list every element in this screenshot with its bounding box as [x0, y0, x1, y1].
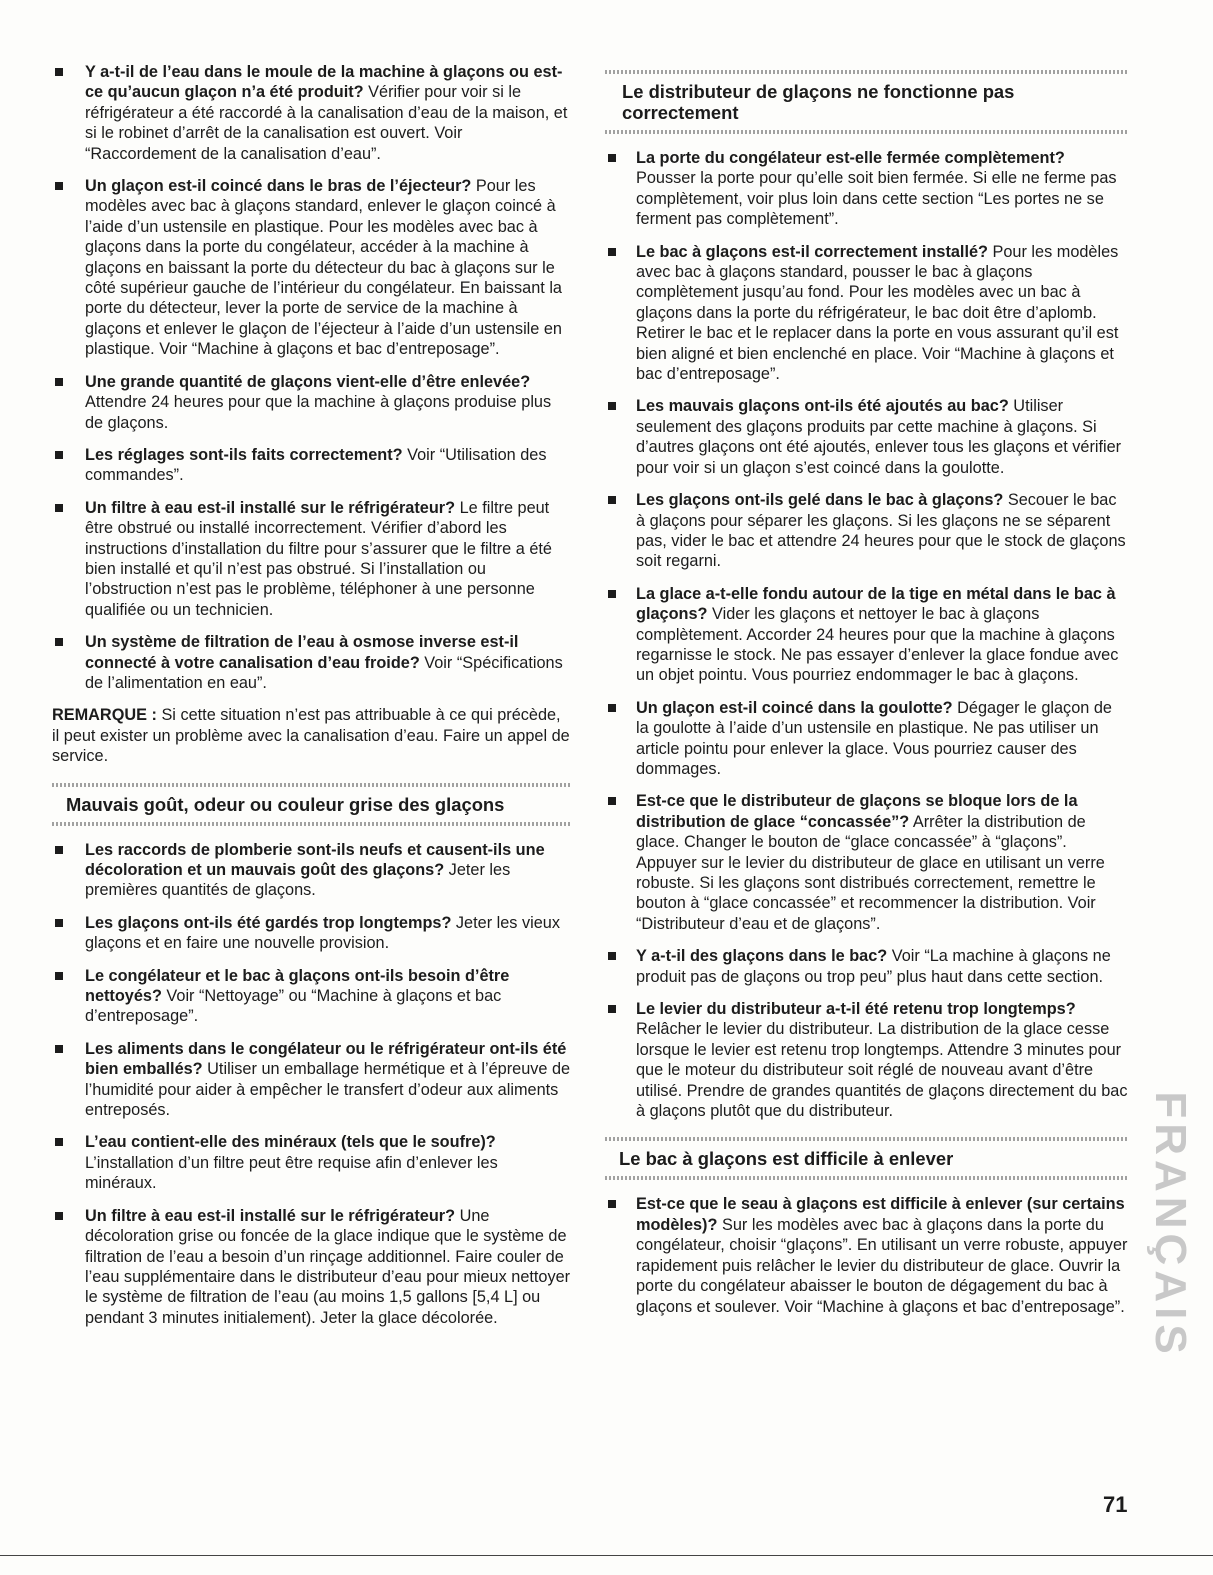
bullet-icon [55, 1045, 63, 1053]
answer: Vérifier pour voir si le réfrigérateur a été raccordé à la canalisation d’eau de la maison, et si le robinet d’arrêt de la canalisation est ouvert. Voir “Raccordement de la canalisation d’eau”. [85, 83, 568, 163]
left-column [52, 62, 572, 1340]
bullet-icon [55, 451, 63, 459]
answer: Voir “La machine à glaçons ne produit pas de glaçons ou trop peu” plus haut dans cette section. [636, 947, 1111, 986]
section-header [52, 783, 572, 826]
list-item [605, 242, 1128, 385]
list-item [52, 913, 572, 954]
page-number: 71 [1103, 1492, 1128, 1517]
bullet-icon [55, 68, 63, 76]
dotted-rule [605, 70, 1128, 74]
bullet-icon [55, 504, 63, 512]
section-header [605, 70, 1128, 134]
question: Un filtre à eau est-il installé sur le réfrigérateur? [85, 498, 456, 517]
answer: Utiliser un emballage hermétique et à l’épreuve de l’humidité pour aider à empêcher le transfert d’odeur aux aliments entreposés. [85, 1060, 571, 1120]
list-item [52, 498, 572, 620]
dotted-rule [605, 1176, 1128, 1180]
question: Un glaçon est-il coincé dans la goulotte? [636, 698, 953, 717]
list-item [605, 999, 1128, 1121]
answer: Vider les glaçons et nettoyer le bac à glaçons complètement. Accorder 24 heures pour que la machine à glaçons regarnisse le stock. Ne pas essayer d’enlever la glace fondue avec un objet pointu. Vous pourriez endommager le bac à glaçons. [636, 605, 1119, 685]
question: Une grande quantité de glaçons vient-elle d’être enlevée? [85, 372, 531, 391]
section-title: Le distributeur de glaçons ne fonctionne pas correctement [622, 81, 1015, 123]
bullet-icon [608, 590, 616, 598]
bullet-icon [608, 704, 616, 712]
bullet-icon [608, 248, 616, 256]
answer: Sur les modèles avec bac à glaçons dans la porte du congélateur, choisir “glaçons”. En utilisant un verre robuste, appuyer rapidement puis relâcher le levier du distributeur de glace. Ouvrir la porte du congélateur abaisser le bouton de dégagement du bac à glaçons et soulever. Voir “Machine à glaçons et bac d’entreposage”. [636, 1215, 1128, 1316]
list-item [52, 445, 572, 486]
bullet-icon [608, 797, 616, 805]
language-side-tab [1146, 1055, 1195, 1395]
list-item [605, 1194, 1128, 1316]
answer: Relâcher le levier du distributeur. La distribution de la glace cesse lorsque le levier est retenu trop longtemps. Attendre 3 minutes pour que le moteur du distributeur soit réglé de nouveau avant d’être utilisé. Prendre de grandes quantités de glaçons directement du bac à glaçons plutôt que du distributeur. [636, 1020, 1128, 1121]
question: Un système de filtration de l’eau à osmose inverse est-il connecté à votre canalisation d’eau froide? [85, 633, 519, 672]
question: Les glaçons ont-ils été gardés trop longtemps? [85, 913, 452, 932]
note-text: Si cette situation n’est pas attribuable à ce qui précède, il peut exister un problème avec la canalisation d’eau. Faire un appel de service. [52, 706, 570, 766]
answer: Jeter les vieux glaçons et en faire une nouvelle provision. [85, 913, 560, 953]
answer: Pour les modèles avec bac à glaçons standard, enlever le glaçon coincé à l’aide d’un ustensile en plastique. Pour les modèles avec bac à glaçons dans la porte du congélateur, accéder à la machine à glaçons en baissant la porte du détecteur du bac à glaçons sur le côté supérieur gauche de l’intérieur du congélateur. En baissant la porte du détecteur, lever la porte de service de la machine à glaçons et enlever le glaçon de l’éjecteur à l’aide d’un ustensile en plastique. Voir “Machine à glaçons et bac d’entreposage”. [85, 177, 562, 359]
question: Le congélateur et le bac à glaçons ont-ils besoin d’être nettoyés? [85, 966, 510, 1006]
answer: L’installation d’un filtre peut être requise afin d’enlever les minéraux. [85, 1153, 498, 1193]
bullet-icon [608, 952, 616, 960]
list-item [52, 372, 572, 433]
bottom-rule [0, 1555, 1213, 1556]
question: La porte du congélateur est-elle fermée complètement? [636, 149, 1065, 167]
bullet-icon [55, 972, 63, 980]
bullet-icon [608, 154, 616, 162]
bullet-icon [55, 182, 63, 190]
question: Y a-t-il des glaçons dans le bac? [636, 947, 888, 966]
answer: Arrêter la distribution de glace. Changer le bouton de “glace concassée” à “glaçons”. Appuyer sur le levier du distributeur de glace en utilisant un verre robuste. Si les glaçons sont distribués correctement, remettre le bouton à “glace concassée” et recommencer la distribution. Voir “Distributeur d’eau et de glaçons”. [636, 812, 1105, 933]
dotted-rule [52, 783, 572, 787]
list-item [52, 1132, 572, 1193]
answer: Voir “Spécifications de l’alimentation en eau”. [85, 653, 563, 692]
answer: Attendre 24 heures pour que la machine à glaçons produise plus de glaçons. [85, 393, 552, 432]
list-item [52, 840, 572, 901]
list-item [52, 62, 572, 164]
list-item [605, 791, 1128, 934]
answer: Secouer le bac à glaçons pour séparer les glaçons. Si les glaçons ne se séparent pas, vider le bac et attendre 24 heures pour que le stock de glaçons soit regarni. [636, 491, 1126, 571]
note-label: REMARQUE : [52, 706, 157, 725]
question: Les aliments dans le congélateur ou le réfrigérateur ont-ils été bien emballés? [85, 1039, 567, 1079]
answer: Dégager le glaçon de la goulotte à l’aide d’un ustensile en plastique. Ne pas utiliser un article pointu pour enlever la glace. Vous pourriez causer des dommages. [636, 698, 1112, 778]
answer: Le filtre peut être obstrué ou installé incorrectement. Vérifier d’abord les instructions d’installation du filtre pour s’assurer que le filtre a été bien installé et qu’il n’est pas obstrué. Si l’installation ou l’obstruction n’est pas le problème, téléphoner à une personne qualifiée ou un technicien. [85, 498, 552, 619]
answer: Voir “Utilisation des commandes”. [85, 445, 547, 485]
dotted-rule [52, 822, 572, 826]
list-item [52, 1039, 572, 1121]
bullet-icon [55, 846, 63, 854]
answer: Une décoloration grise ou foncée de la glace indique que le système de filtration de l’eau a besoin d’un rinçage additionnel. Faire couler de l’eau supplémentaire dans le distributeur d’eau pour mieux nettoyer le système de filtration de l’eau (au moins 1,5 gallons [5,4 L] ou pendant 3 minutes initialement). Jeter la glace décolorée. [85, 1206, 571, 1327]
question: Les glaçons ont-ils gelé dans le bac à glaçons? [636, 491, 1004, 510]
answer: Jeter les premières quantités de glaçons. [85, 861, 511, 900]
question: Est-ce que le seau à glaçons est difficile à enlever (sur certains modèles)? [636, 1195, 1125, 1234]
bullet-icon [55, 1138, 63, 1146]
answer: Pour les modèles avec bac à glaçons standard, pousser le bac à glaçons complètement jusqu’au fond. Pour les modèles avec un bac à glaçons dans la porte du réfrigérateur, le bac doit être d’aplomb. Retirer le bac et le replacer dans la porte en vous assurant qu’il est bien aligné et bien enclenché en place. Voir “Machine à glaçons et bac d’entreposage”. [636, 242, 1119, 384]
bullet-icon [608, 1200, 616, 1208]
question: Est-ce que le distributeur de glaçons se bloque lors de la distribution de glace “concassée”? [636, 792, 1078, 831]
question: Un filtre à eau est-il installé sur le réfrigérateur? [85, 1206, 456, 1225]
list-item [605, 490, 1128, 572]
section-title: Mauvais goût, odeur ou couleur grise des glaçons [66, 793, 505, 815]
section-header [605, 1137, 1128, 1180]
bullet-icon [55, 378, 63, 386]
answer: Utiliser seulement des glaçons produits par cette machine à glaçons. Si d’autres glaçons ont été ajoutés, enlever tous les glaçons et vérifier pour voir si un glaçon s’est coincé dans la goulotte. [636, 397, 1122, 477]
question: La glace a-t-elle fondu autour de la tige en métal dans le bac à glaçons? [636, 584, 1116, 624]
list-item [605, 946, 1128, 987]
list-item [605, 148, 1128, 230]
side-tab-label: FRANÇAIS [1146, 1091, 1195, 1359]
right-column [605, 70, 1128, 1329]
question: Un glaçon est-il coincé dans le bras de l’éjecteur? [85, 177, 472, 196]
bullet-icon [608, 402, 616, 410]
question: Les réglages sont-ils faits correctement? [85, 445, 403, 464]
dotted-rule [605, 1137, 1128, 1141]
bullet-icon [55, 919, 63, 927]
question: Le levier du distributeur a-t-il été retenu trop longtemps? [636, 1000, 1076, 1019]
list-item [52, 1206, 572, 1328]
list-item [605, 698, 1128, 780]
answer: Pousser la porte pour qu’elle soit bien fermée. Si elle ne ferme pas complètement, voir plus loin dans cette section “Les portes ne se ferment pas complètement”. [636, 169, 1117, 229]
question: Les mauvais glaçons ont-ils été ajoutés au bac? [636, 397, 1009, 416]
section-title: Le bac à glaçons est difficile à enlever [619, 1148, 954, 1170]
dotted-rule [605, 130, 1128, 134]
question: Le bac à glaçons est-il correctement installé? [636, 242, 988, 261]
question: Les raccords de plomberie sont-ils neufs et causent-ils une décoloration et un mauvais goût des glaçons? [85, 840, 545, 879]
bullet-icon [55, 1212, 63, 1220]
bullet-icon [55, 638, 63, 646]
note [52, 705, 572, 766]
bullet-icon [608, 496, 616, 504]
list-item [605, 396, 1128, 478]
list-item [52, 966, 572, 1027]
answer: Voir “Nettoyage” ou “Machine à glaçons et bac d’entreposage”. [85, 987, 502, 1026]
question: Y a-t-il de l’eau dans le moule de la machine à glaçons ou est-ce qu’aucun glaçon n’a été produit? [85, 63, 563, 102]
question: L’eau contient-elle des minéraux (tels que le soufre)? [85, 1133, 496, 1152]
list-item [52, 632, 572, 693]
list-item [52, 176, 572, 360]
bullet-icon [608, 1005, 616, 1013]
list-item [605, 584, 1128, 686]
